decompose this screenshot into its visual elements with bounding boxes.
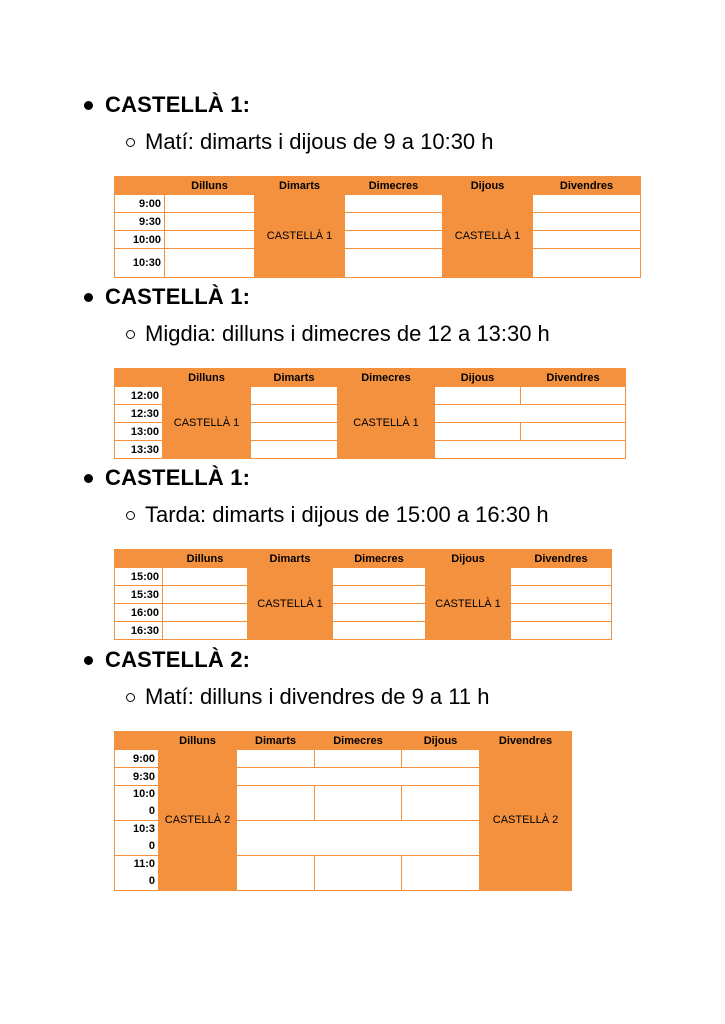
class-block: CASTELLÀ 2 — [480, 750, 572, 891]
time-label: 16:00 — [115, 604, 163, 622]
day-header: Dimarts — [237, 732, 315, 750]
section-3-subtitle: Tarda: dimarts i dijous de 15:00 a 16:30 h — [126, 500, 549, 530]
time-label: 9:00 — [115, 750, 159, 768]
schedule-table-1 — [114, 176, 641, 278]
empty-cell — [402, 750, 480, 768]
empty-cell — [345, 249, 443, 278]
empty-cell — [435, 387, 521, 405]
empty-cell — [345, 213, 443, 231]
day-header: Divendres — [521, 369, 626, 387]
empty-cell — [251, 423, 338, 441]
empty-cell — [333, 568, 426, 586]
class-block: CASTELLÀ 1 — [443, 195, 533, 278]
empty-cell — [163, 586, 248, 604]
class-block: CASTELLÀ 1 — [338, 387, 435, 459]
time-label: 11:0 0 — [115, 856, 159, 891]
time-label: 16:30 — [115, 622, 163, 640]
empty-cell — [333, 586, 426, 604]
empty-cell — [511, 568, 612, 586]
day-header: Divendres — [511, 550, 612, 568]
empty-cell — [237, 856, 315, 891]
empty-cell — [237, 821, 480, 856]
class-block: CASTELLÀ 1 — [248, 568, 333, 640]
empty-cell — [251, 387, 338, 405]
day-header: Dimarts — [248, 550, 333, 568]
empty-cell — [435, 441, 626, 459]
empty-cell — [533, 195, 641, 213]
empty-cell — [345, 195, 443, 213]
time-label: 10:0 0 — [115, 786, 159, 821]
empty-cell — [402, 786, 480, 821]
day-header: Divendres — [480, 732, 572, 750]
day-header: Dimecres — [333, 550, 426, 568]
empty-cell — [165, 231, 255, 249]
time-label: 10:30 — [115, 249, 165, 278]
empty-cell — [163, 622, 248, 640]
section-4-heading: CASTELLÀ 2: — [84, 645, 250, 675]
empty-cell — [511, 622, 612, 640]
section-1-heading: CASTELLÀ 1: — [84, 90, 250, 120]
empty-cell — [163, 568, 248, 586]
hollow-bullet-icon — [126, 330, 135, 339]
day-header: Dilluns — [159, 732, 237, 750]
day-header: Dimecres — [338, 369, 435, 387]
empty-cell — [315, 856, 402, 891]
hollow-bullet-icon — [126, 138, 135, 147]
day-header: Dilluns — [163, 550, 248, 568]
empty-cell — [533, 213, 641, 231]
section-4-subtitle: Matí: dilluns i divendres de 9 a 11 h — [126, 682, 489, 712]
section-1-subtitle: Matí: dimarts i dijous de 9 a 10:30 h — [126, 127, 494, 157]
corner-header — [115, 550, 163, 568]
time-label: 9:30 — [115, 768, 159, 786]
day-header: Dilluns — [163, 369, 251, 387]
hollow-bullet-icon — [126, 511, 135, 520]
empty-cell — [251, 441, 338, 459]
day-header: Dijous — [443, 177, 533, 195]
class-block: CASTELLÀ 1 — [255, 195, 345, 278]
day-header: Dijous — [435, 369, 521, 387]
empty-cell — [165, 213, 255, 231]
empty-cell — [163, 604, 248, 622]
time-label: 10:00 — [115, 231, 165, 249]
empty-cell — [237, 786, 315, 821]
schedule-table-2 — [114, 368, 626, 459]
day-header: Dimecres — [345, 177, 443, 195]
time-label: 15:00 — [115, 568, 163, 586]
time-label: 10:3 0 — [115, 821, 159, 856]
empty-cell — [521, 423, 626, 441]
time-label: 13:00 — [115, 423, 163, 441]
empty-cell — [237, 750, 315, 768]
day-header: Dimecres — [315, 732, 402, 750]
section-2-heading: CASTELLÀ 1: — [84, 282, 250, 312]
class-block: CASTELLÀ 1 — [426, 568, 511, 640]
time-label: 15:30 — [115, 586, 163, 604]
empty-cell — [435, 405, 626, 423]
time-label: 9:30 — [115, 213, 165, 231]
section-2-subtitle: Migdia: dilluns i dimecres de 12 a 13:30 h — [126, 319, 550, 349]
empty-cell — [533, 249, 641, 278]
time-label: 13:30 — [115, 441, 163, 459]
empty-cell — [333, 622, 426, 640]
empty-cell — [165, 249, 255, 278]
corner-header — [115, 369, 163, 387]
schedule-table-3 — [114, 549, 612, 640]
day-header: Dijous — [402, 732, 480, 750]
empty-cell — [237, 768, 480, 786]
class-block: CASTELLÀ 2 — [159, 750, 237, 891]
bullet-icon — [84, 656, 93, 665]
bullet-icon — [84, 474, 93, 483]
day-header: Dilluns — [165, 177, 255, 195]
bullet-icon — [84, 293, 93, 302]
empty-cell — [165, 195, 255, 213]
day-header: Dimarts — [255, 177, 345, 195]
class-block: CASTELLÀ 1 — [163, 387, 251, 459]
empty-cell — [315, 750, 402, 768]
empty-cell — [315, 786, 402, 821]
empty-cell — [533, 231, 641, 249]
time-label: 12:00 — [115, 387, 163, 405]
empty-cell — [435, 423, 521, 441]
day-header: Dijous — [426, 550, 511, 568]
empty-cell — [511, 604, 612, 622]
bullet-icon — [84, 101, 93, 110]
corner-header — [115, 732, 159, 750]
empty-cell — [251, 405, 338, 423]
hollow-bullet-icon — [126, 693, 135, 702]
section-3-heading: CASTELLÀ 1: — [84, 463, 250, 493]
empty-cell — [511, 586, 612, 604]
corner-header — [115, 177, 165, 195]
empty-cell — [521, 387, 626, 405]
empty-cell — [333, 604, 426, 622]
time-label: 9:00 — [115, 195, 165, 213]
day-header: Dimarts — [251, 369, 338, 387]
day-header: Divendres — [533, 177, 641, 195]
empty-cell — [402, 856, 480, 891]
time-label: 12:30 — [115, 405, 163, 423]
empty-cell — [345, 231, 443, 249]
schedule-table-4 — [114, 731, 572, 891]
